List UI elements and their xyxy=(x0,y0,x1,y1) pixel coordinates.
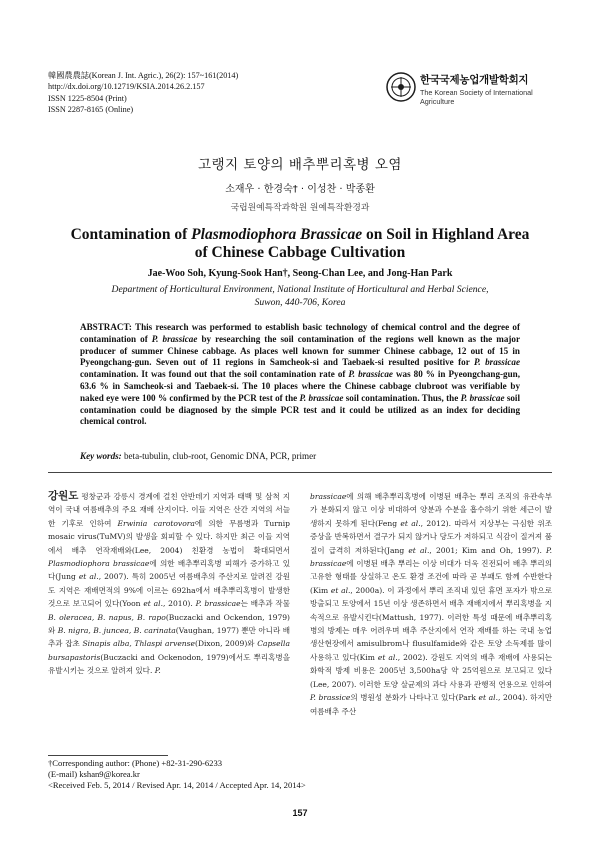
journal-citation: 韓國農農誌(Korean J. Int. Agric.), 26(2): 157~161(2014) xyxy=(48,71,239,80)
title-part: Contamination of xyxy=(70,226,192,243)
keywords xyxy=(80,451,520,463)
society-emblem-icon xyxy=(386,72,416,102)
body-column-right xyxy=(310,490,552,718)
body-text: 의 병원성 분화가 나타나고 있다(Park xyxy=(350,693,479,703)
title-part: on Soil in Highland Area xyxy=(362,226,530,243)
title-english xyxy=(60,226,540,262)
keywords-list: beta-tubulin, club-root, Genomic DNA, PCR, primer xyxy=(121,451,317,461)
affiliation-line: Department of Horticultural Environment, National Institute of Horticultural and Herbal Science, xyxy=(111,284,489,295)
body-text: (Buczacki and Ockendon, 1979)와 xyxy=(48,612,290,636)
doi-link[interactable]: http://dx.doi.org/10.12719/KSIA.2014.26.2.157 xyxy=(48,82,205,92)
affiliation-line: Suwon, 440-706, Korea xyxy=(254,296,346,308)
body-species: Erwinia carotovora xyxy=(117,518,195,528)
body-column-left xyxy=(48,490,290,678)
abstract xyxy=(80,322,520,428)
abstract-text: was 80 % in Pyeongchang-gun, 63.6 % in Samcheok-si and Taebaek-si. The 10 places where the Chinese cabbage clubroot was verifiable by naked eye were 100 % confirmed by the PCR test of the xyxy=(80,369,520,403)
body-species: B. nigra, B. juncea, B. carinata xyxy=(57,626,176,636)
body-text: ., 2002). 강원도 지역의 배추 재배에 사용되는 화학적 방제 비용은 2005년 3,500ha당 약 25억원으로 보고되고 있다(Lee, 2007). 이러한 토양 살균제의 과다 사용과 관행적 연용으로 인하여 xyxy=(310,652,552,689)
body-etal: et al xyxy=(478,693,496,703)
body-etal: et al xyxy=(408,545,427,555)
abstract-species: P. brassicae xyxy=(348,369,393,380)
abstract-text: soil contamination could be diagnosed by the simple PCR test and it could be utilized as an index for deciding chemical control. xyxy=(80,392,520,427)
authors-korean: 소재우 · 한경숙† · 이성찬 · 박종환 xyxy=(225,184,375,195)
body-species: P. brassicae xyxy=(310,545,552,569)
abstract-species: P. brassicae xyxy=(474,357,520,368)
body-text: ., 2010). xyxy=(160,599,196,609)
issn-print: ISSN 1225-8504 (Print) xyxy=(48,93,127,103)
abstract-species: P. brassicae xyxy=(460,392,505,403)
body-etal: et al xyxy=(377,652,396,662)
abstract-species: P. brassicae xyxy=(299,392,344,403)
body-text: (Dixon, 2009)와 xyxy=(195,639,258,649)
body-paragraph xyxy=(48,490,290,678)
author-email[interactable]: (E-mail) kshan9@korea.kr xyxy=(48,769,140,779)
body-text: 에 의한 무름병과 Turnip mosaic virus(TuMV)의 발생을 회피할 수 있다. 하지만 최근 이들 지역에서 배추 연작재배와(Lee, 2004) 친환경 농법이 확대되면서 xyxy=(48,518,291,555)
body-text: 에 의한 배추뿌리혹병 피해가 증가하고 있다(Jung xyxy=(48,559,291,582)
body-text: 는 배추과 작물 xyxy=(240,599,291,609)
body-etal: et al xyxy=(400,518,419,528)
section-divider xyxy=(48,472,552,473)
body-text: ., 2000a). 이 과정에서 뿌리 조직내 있던 휴면 포자가 밖으로 방출되고 토양에서 15년 이상 생존하면서 배추 재배지에서 뿌리혹병을 지속적으로 유발시킨다(Mattush, 1977). 이러한 특성 때문에 배추뿌리혹병의 방제는 매우 어려우며 배추 주산지에서 연작 재배를 하는 국내 농업생산현장에서 amisulbrom나 flusulfamide와 같은 토양 소독제를 많이 사용하고 있다(Kim xyxy=(310,585,552,662)
abstract-label: ABSTRACT: xyxy=(80,322,132,332)
body-species: P. brassicae xyxy=(195,599,241,609)
abstract-text: This research was performed to establish basic technology of chemical control and the degree of contamination of xyxy=(80,322,520,344)
body-paragraph xyxy=(310,490,552,718)
authors-english: Jae-Woo Soh, Kyung-Sook Han†, Seong-Chan Lee, and Jong-Han Park xyxy=(147,268,453,279)
body-species: P. brassice xyxy=(310,693,351,703)
body-species: Plasmodiophora brassicae xyxy=(48,559,150,569)
abstract-species: P. brassicae xyxy=(151,333,198,344)
body-text: 평창군과 강릉시 경계에 걸친 안반데기 지역과 태백 및 삼척 지역이 국내 여름배추의 주요 재배 산지이다. 이들 지역은 산간 지역의 서늘한 기후로 인하여 xyxy=(48,492,290,528)
body-species: Capsella bursapastoris xyxy=(48,639,290,662)
abstract-text: by researching the soil contamination of the regions well known as the major producer of summer Chinese cabbage. As places well known for summer Chinese cabbage, 12 out of 15 in Pyeongchang-gun. Seven out of 11 regions in Samcheok-si and Taebaek-si resulted positive for xyxy=(80,333,520,368)
society-name-english: The Korean Society of International Agriculture xyxy=(420,88,533,106)
affiliation-korean: 국립원예특작과학원 원예특작환경과 xyxy=(230,203,370,213)
body-species: Sinapis alba, Thlaspi arvense xyxy=(82,639,196,649)
body-etal: et al xyxy=(330,585,348,595)
society-logo xyxy=(386,70,556,112)
title-part: of Chinese Cabbage Cultivation xyxy=(194,244,406,261)
journal-header xyxy=(48,70,238,116)
body-text: 에 이병된 배추 뿌리는 이상 비대가 더욱 진전되어 배추 뿌리의 고유한 형태를 상실하고 온도 환경 조건에 따라 곧 부패도 함께 수반한다(Kim xyxy=(310,559,552,595)
affiliation-english xyxy=(40,284,560,309)
body-species: B. oleracea, B. napus, B. rapo xyxy=(48,612,166,622)
abstract-text: soil contamination. Thus, the xyxy=(343,392,461,403)
body-text: ., 2004). 하지만 여름배추 주산 xyxy=(310,693,553,716)
corresponding-author: †Corresponding author: (Phone) +82-31-290-6233 xyxy=(48,758,223,768)
footnotes xyxy=(48,758,306,791)
keywords-label: Key words: xyxy=(80,451,122,461)
body-text: ., 2007). 특히 2005년 여름배추의 주산지로 알려진 강원도 지역은 재배면적의 9%에 이르는 692ha에서 배추뿌리혹병이 발생한 것으로 보고되어 있다(Yoon xyxy=(48,572,290,609)
body-species: brassicae xyxy=(310,492,347,501)
received-dates: <Received Feb. 5, 2014 / Revised Apr. 14, 2014 / Accepted Apr. 14, 2014> xyxy=(48,780,306,790)
body-text: (Buczacki and Ockenodon, 1979)에서도 뿌리혹병을 유발시키는 것으로 알려져 있다. xyxy=(48,652,290,676)
body-text: (Vaughan, 1977) 뿐만 아니라 배추과 잡초 xyxy=(48,626,290,649)
issn-online: ISSN 2287-8165 (Online) xyxy=(48,105,134,115)
title-species: Plasmodiophora Brassicae xyxy=(191,226,363,243)
page-number: 157 xyxy=(292,808,308,818)
body-etal: et al xyxy=(78,572,97,582)
lead-word: 강원도 xyxy=(48,490,79,502)
abstract-text: contamination. It was found out that the soil contamination rate of xyxy=(80,369,349,380)
body-text: ., 2012). 따라서 지상부는 극심한 위조 증상을 반복하면서 결구가 되지 않거나 당도가 저하되고 식감이 질겨져 품질이 급격히 저하된다(Jang xyxy=(310,518,553,555)
title-korean: 고랭지 토양의 배추뿌리혹병 오염 xyxy=(198,157,402,173)
body-text: 에 의해 배추뿌리혹병에 이병된 배추는 뿌리 조직의 유관속부가 분화되지 않고 이상 비대하여 양분과 수분을 흡수하기 위한 세근이 발생하지 못하게 된다(Feng xyxy=(310,492,552,528)
footnote-divider xyxy=(48,755,168,756)
body-species: P. xyxy=(154,666,161,676)
body-text: ., 2001; Kim and Oh, 1997). xyxy=(426,545,547,555)
body-etal: et al xyxy=(143,599,161,609)
society-name-korean: 한국국제농업개발학회지 xyxy=(420,74,529,86)
